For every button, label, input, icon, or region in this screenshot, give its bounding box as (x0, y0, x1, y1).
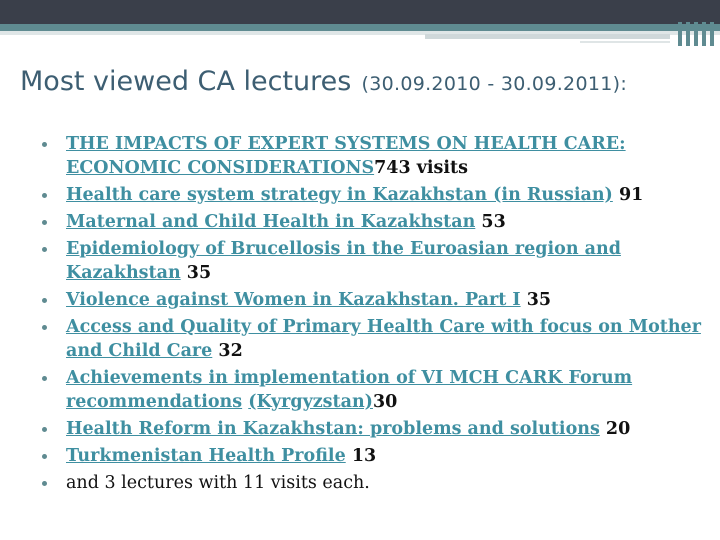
lecture-link[interactable]: Maternal and Child Health in Kazakhstan (66, 212, 476, 232)
visit-count: 91 (618, 185, 644, 205)
header-bar (0, 0, 720, 24)
list-item (30, 288, 705, 312)
list-item (30, 366, 705, 414)
list-item (30, 183, 705, 207)
lecture-link[interactable]: Achievements in implementation of VI MCH CARK Forum recommendations (66, 368, 633, 412)
list-item (30, 417, 705, 441)
title-main: Most viewed CA lectures (20, 66, 352, 97)
visit-count: 35 (526, 290, 552, 310)
decorative-stripes (674, 22, 720, 46)
visit-count: 53 (481, 212, 506, 232)
lecture-link[interactable]: THE IMPACTS OF EXPERT SYSTEMS ON HEALTH CARE: ECONOMIC CONSIDERATIONS (66, 134, 626, 178)
summary-text: and 3 lectures with 11 visits each. (66, 473, 370, 493)
lecture-link[interactable]: Access and Quality of Primary Health Care with focus on Mother and Child Care (66, 317, 701, 361)
lecture-link[interactable]: Epidemiology of Brucellosis in the Euroasian region and Kazakhstan (66, 239, 621, 283)
slide-title (20, 60, 627, 98)
list-item (30, 210, 705, 234)
title-date-range: (30.09.2010 - 30.09.2011): (361, 73, 628, 95)
list-item-summary (30, 471, 705, 495)
list-item (30, 315, 705, 363)
header-accent-line (0, 24, 720, 31)
visit-count: 32 (218, 341, 243, 361)
lecture-link-country[interactable]: (Kyrgyzstan) (248, 392, 373, 412)
list-item (30, 444, 705, 468)
visit-count: 35 (186, 263, 212, 283)
visit-count: 20 (605, 419, 631, 439)
visit-count: 30 (372, 392, 398, 412)
list-item (30, 132, 705, 180)
decorative-bar (425, 34, 670, 39)
visit-count: 13 (351, 446, 377, 466)
lecture-link[interactable]: Violence against Women in Kazakhstan. Part I (66, 290, 521, 310)
visit-count: 743 visits (374, 158, 468, 178)
lecture-link[interactable]: Health Reform in Kazakhstan: problems and solutions (66, 419, 600, 439)
lecture-link[interactable]: Turkmenistan Health Profile (66, 446, 346, 466)
list-item (30, 237, 705, 285)
lecture-link[interactable]: Health care system strategy in Kazakhstan (in Russian) (66, 185, 613, 205)
decorative-bar-thin (580, 41, 670, 43)
lecture-list (30, 132, 705, 498)
